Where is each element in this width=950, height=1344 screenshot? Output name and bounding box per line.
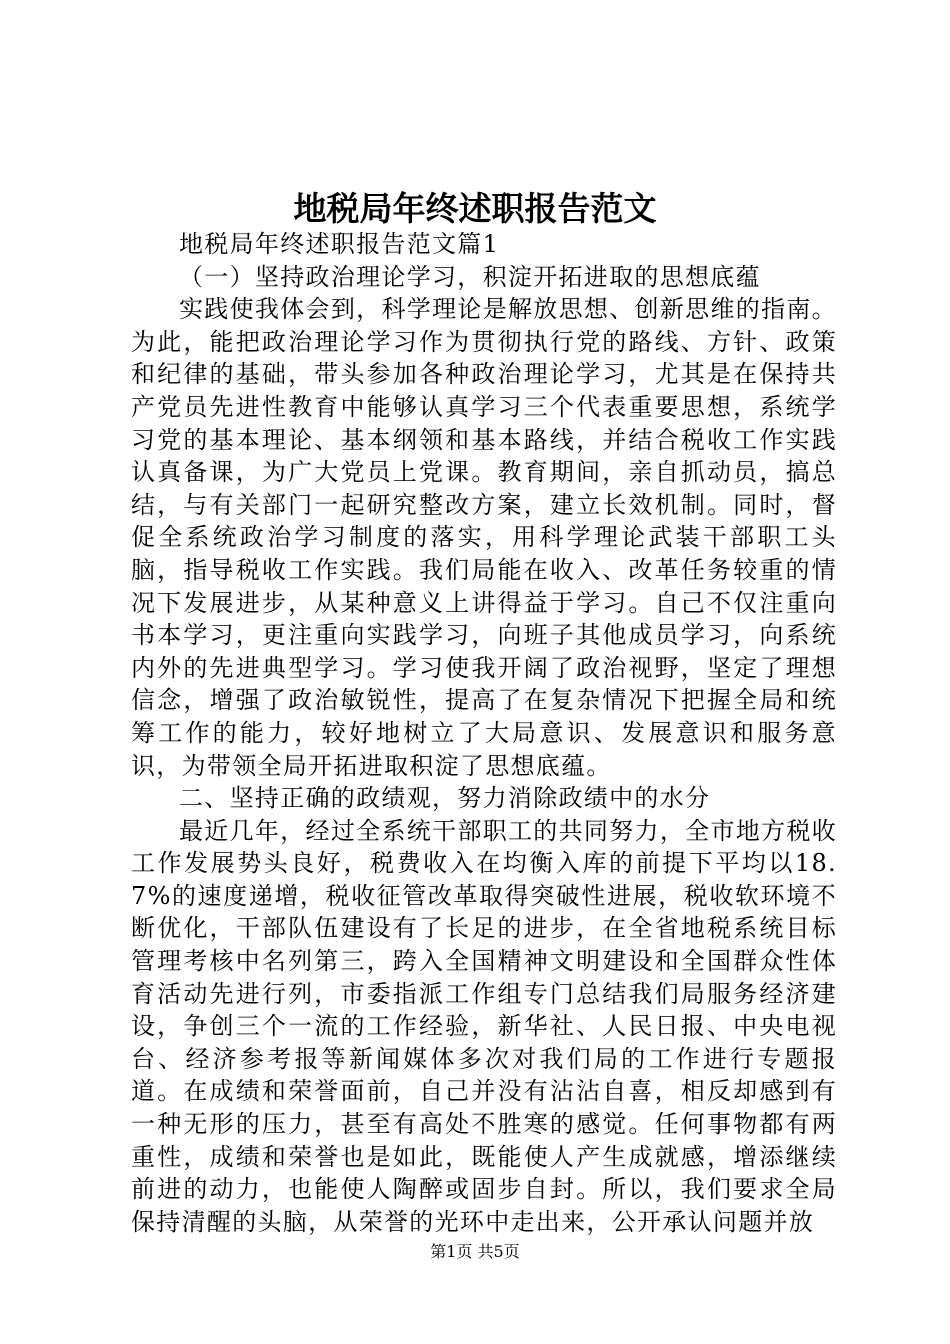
document-body bbox=[131, 228, 837, 1238]
body-paragraph: 最近几年，经过全系统干部职工的共同努力，全市地方税收工作发展势头良好，税费收入在均衡入库的前提下平均以18.7%的速度递增，税收征管改革取得突破性进展，税收软环境不断优化，干部队伍建设有了长足的进步，在全省地税系统目标管理考核中名列第三，跨入全国精神文明建设和全国群众性体育活动先进行列，市委指派工作组专门总结我们局服务经济建设，争创三个一流的工作经验，新华社、人民日报、中央电视台、经济参考报等新闻媒体多次对我们局的工作进行专题报道。在成绩和荣誉面前，自己并没有沾沾自喜，相反却感到有一种无形的压力，甚至有高处不胜寒的感觉。任何事物都有两重性，成绩和荣誉也是如此，既能使人产生成就感，增添继续前进的动力，也能使人陶醉或固步自封。所以，我们要求全局保持清醒的头脑，从荣誉的光环中走出来，公开承认问题并放 bbox=[131, 816, 837, 1236]
document-title: 地税局年终述职报告范文 bbox=[293, 189, 657, 228]
subsection-heading: （一）坚持政治理论学习，积淀开拓进取的思想底蕴 bbox=[179, 262, 761, 291]
body-paragraph: 实践使我体会到，科学理论是解放思想、创新思维的指南。为此，能把政治理论学习作为贯彻执行党的路线、方针、政策和纪律的基础，带头参加各种政治理论学习，尤其是在保持共产党员先进性教育中能够认真学习三个代表重要思想，系统学习党的基本理论、基本纲领和基本路线，并结合税收工作实践认真备课，为广大党员上党课。教育期间，亲自抓动员，搞总结，与有关部门一起研究整改方案，建立长效机制。同时，督促全系统政治学习制度的落实，用科学理论武装干部职工头脑，指导税收工作实践。我们局能在收入、改革任务较重的情况下发展进步，从某种意义上讲得益于学习。自己不仅注重向书本学习，更注重向实践学习，向班子其他成员学习，向系统内外的先进典型学习。学习使我开阔了政治视野，坚定了理想信念，增强了政治敏锐性，提高了在复杂情况下把握全局和统筹工作的能力，较好地树立了大局意识、发展意识和服务意识，为带领全局开拓进取积淀了思想底蕴。 bbox=[131, 295, 837, 780]
page-number-footer: 第1页 共5页 bbox=[430, 1242, 520, 1261]
subsection-heading: 二、坚持正确的政绩观，努力消除政绩中的水分 bbox=[179, 784, 711, 813]
section-heading: 地税局年终述职报告范文篇1 bbox=[179, 230, 500, 258]
